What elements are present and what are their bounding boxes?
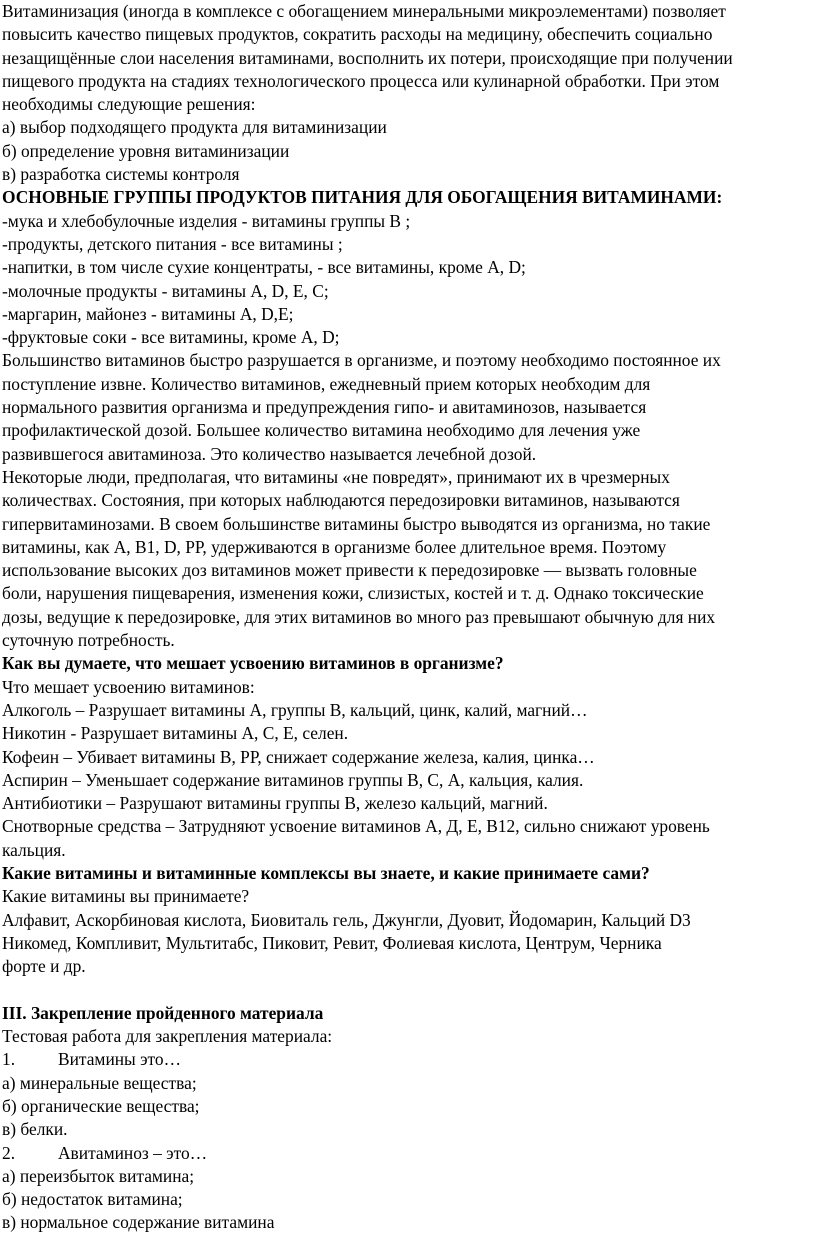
list-item: Кофеин – Убивает витамины В, РР, снижает содержание железа, калия, цинка… (2, 746, 595, 767)
test-question (2, 1142, 810, 1235)
test-intro: Тестовая работа для закрепления материала: (2, 1026, 333, 1047)
answer-option: б) недостаток витамина; (2, 1189, 183, 1210)
answer-option: в) белки. (2, 1119, 68, 1140)
text-line: гипервитаминозами. В своем большинстве витамины быстро выводятся из организма, но такие (2, 513, 711, 534)
list-item: в) разработка системы контроля (2, 164, 240, 185)
section-heading: III. Закрепление пройденного материала (2, 1002, 324, 1023)
text-line: Большинство витаминов быстро разрушается в организме, и поэтому необходимо постоянное их (2, 350, 721, 371)
text-line: Некоторые люди, предполагая, что витамины «не повредят», принимают их в чрезмерных (2, 466, 670, 487)
list-item: -напитки, в том числе сухие концентраты, - все витамины, кроме А, D; (2, 257, 526, 278)
list-item: Антибиотики – Разрушают витамины группы В, железо кальций, магний. (2, 793, 548, 814)
list-item: -продукты, детского питания - все витамины ; (2, 233, 343, 254)
list-item: -маргарин, майонез - витамины А, D,E; (2, 303, 294, 324)
list-item: б) определение уровня витаминизации (2, 140, 290, 161)
answer-option: в) нормальное содержание витамина (2, 1212, 275, 1233)
question-number: 1. (2, 1049, 16, 1070)
dose-paragraph (2, 349, 810, 465)
text-line: пищевого продукта на стадиях технологического процесса или кулинарной обработки. При этом (2, 70, 720, 91)
list-item: -фруктовые соки - все витамины, кроме А, D; (2, 327, 340, 348)
vitamin-brands-paragraph (2, 909, 810, 979)
question-number: 2. (2, 1142, 16, 1163)
list-item: Никотин - Разрушает витамины А, С, Е, селен. (2, 723, 349, 744)
text-line: боли, нарушения пищеварения, изменения кожи, слизистых, костей и т. д. Однако токсические (2, 583, 704, 604)
text-line: профилактической дозой. Большее количество витамина необходимо для лечения уже (2, 420, 641, 441)
text-line: форте и др. (2, 956, 86, 977)
intro-paragraph (2, 0, 810, 186)
list-item: Аспирин – Уменьшает содержание витаминов группы В, С, А, кальция, калия. (2, 769, 584, 790)
list-item: а) выбор подходящего продукта для витаминизации (2, 117, 387, 138)
question-heading: Как вы думаете, что мешает усвоению витаминов в организме? (2, 653, 504, 674)
question-line (2, 1048, 810, 1071)
test-question (2, 1048, 810, 1141)
text-line: Никомед, Компливит, Мультитабс, Пиковит, Ревит, Фолиевая кислота, Центрум, Черника (2, 932, 662, 953)
text-line: количествах. Состояния, при которых наблюдаются передозировки витаминов, называются (2, 490, 680, 511)
absorption-inhibitors-list (2, 699, 810, 862)
text-line: суточную потребность. (2, 630, 175, 651)
text-line: поступление извне. Количество витаминов, ежедневный прием которых необходим для (2, 373, 651, 394)
answer-option: б) органические вещества; (2, 1095, 200, 1116)
question-line (2, 1142, 810, 1165)
text-line: нормального развития организма и предупреждения гипо- и авитаминозов, называется (2, 397, 647, 418)
answer-intro: Какие витамины вы принимаете? (2, 886, 250, 907)
question-text: Авитаминоз – это… (58, 1142, 208, 1163)
answer-option: а) переизбыток витамина; (2, 1165, 195, 1186)
answer-intro: Что мешает усвоению витаминов: (2, 676, 255, 697)
list-item: Алкоголь – Разрушает витамины А, группы В, кальций, цинк, калий, магний… (2, 699, 588, 720)
text-line: Алфавит, Аскорбиновая кислота, Биовиталь гель, Джунгли, Дуовит, Йодомарин, Кальций D3 (2, 909, 691, 930)
blank-line (2, 978, 810, 1001)
hypervitaminosis-paragraph (2, 466, 810, 652)
question-heading: Какие витамины и витаминные комплексы вы знаете, и какие принимаете сами? (2, 862, 650, 883)
text-line: необходимы следующие решения: (2, 94, 256, 115)
list-item: Снотворные средства – Затрудняют усвоение витаминов А, Д, Е, В12, сильно снижают уровень (2, 816, 710, 837)
product-groups-list (2, 210, 810, 350)
text-line: незащищённые слои населения витаминами, восполнить их потери, происходящие при получении (2, 47, 733, 68)
question-text: Витамины это… (58, 1049, 182, 1070)
text-line: витамины, как А, В1, D, РР, удерживаются в организме более длительное время. Поэтому (2, 536, 667, 557)
list-item: -мука и хлебобулочные изделия - витамины группы В ; (2, 210, 411, 231)
list-item: -молочные продукты - витамины А, D, Е, С; (2, 280, 329, 301)
section-heading: ОСНОВНЫЕ ГРУППЫ ПРОДУКТОВ ПИТАНИЯ ДЛЯ ОБОГАЩЕНИЯ ВИТАМИНАМИ: (2, 187, 723, 208)
answer-option: а) минеральные вещества; (2, 1072, 197, 1093)
text-line: повысить качество пищевых продуктов, сократить расходы на медицину, обеспечить социально (2, 24, 713, 45)
text-line: развившегося авитаминоза. Это количество называется лечебной дозой. (2, 443, 537, 464)
text-line: использование высоких доз витаминов может привести к передозировке — вызвать головные (2, 560, 697, 581)
text-line: дозы, ведущие к передозировке, для этих витаминов во много раз превышают обычную для них (2, 606, 716, 627)
list-item: кальция. (2, 839, 66, 860)
text-line: Витаминизация (иногда в комплексе с обогащением минеральными микроэлементами) позволяет (2, 1, 726, 21)
